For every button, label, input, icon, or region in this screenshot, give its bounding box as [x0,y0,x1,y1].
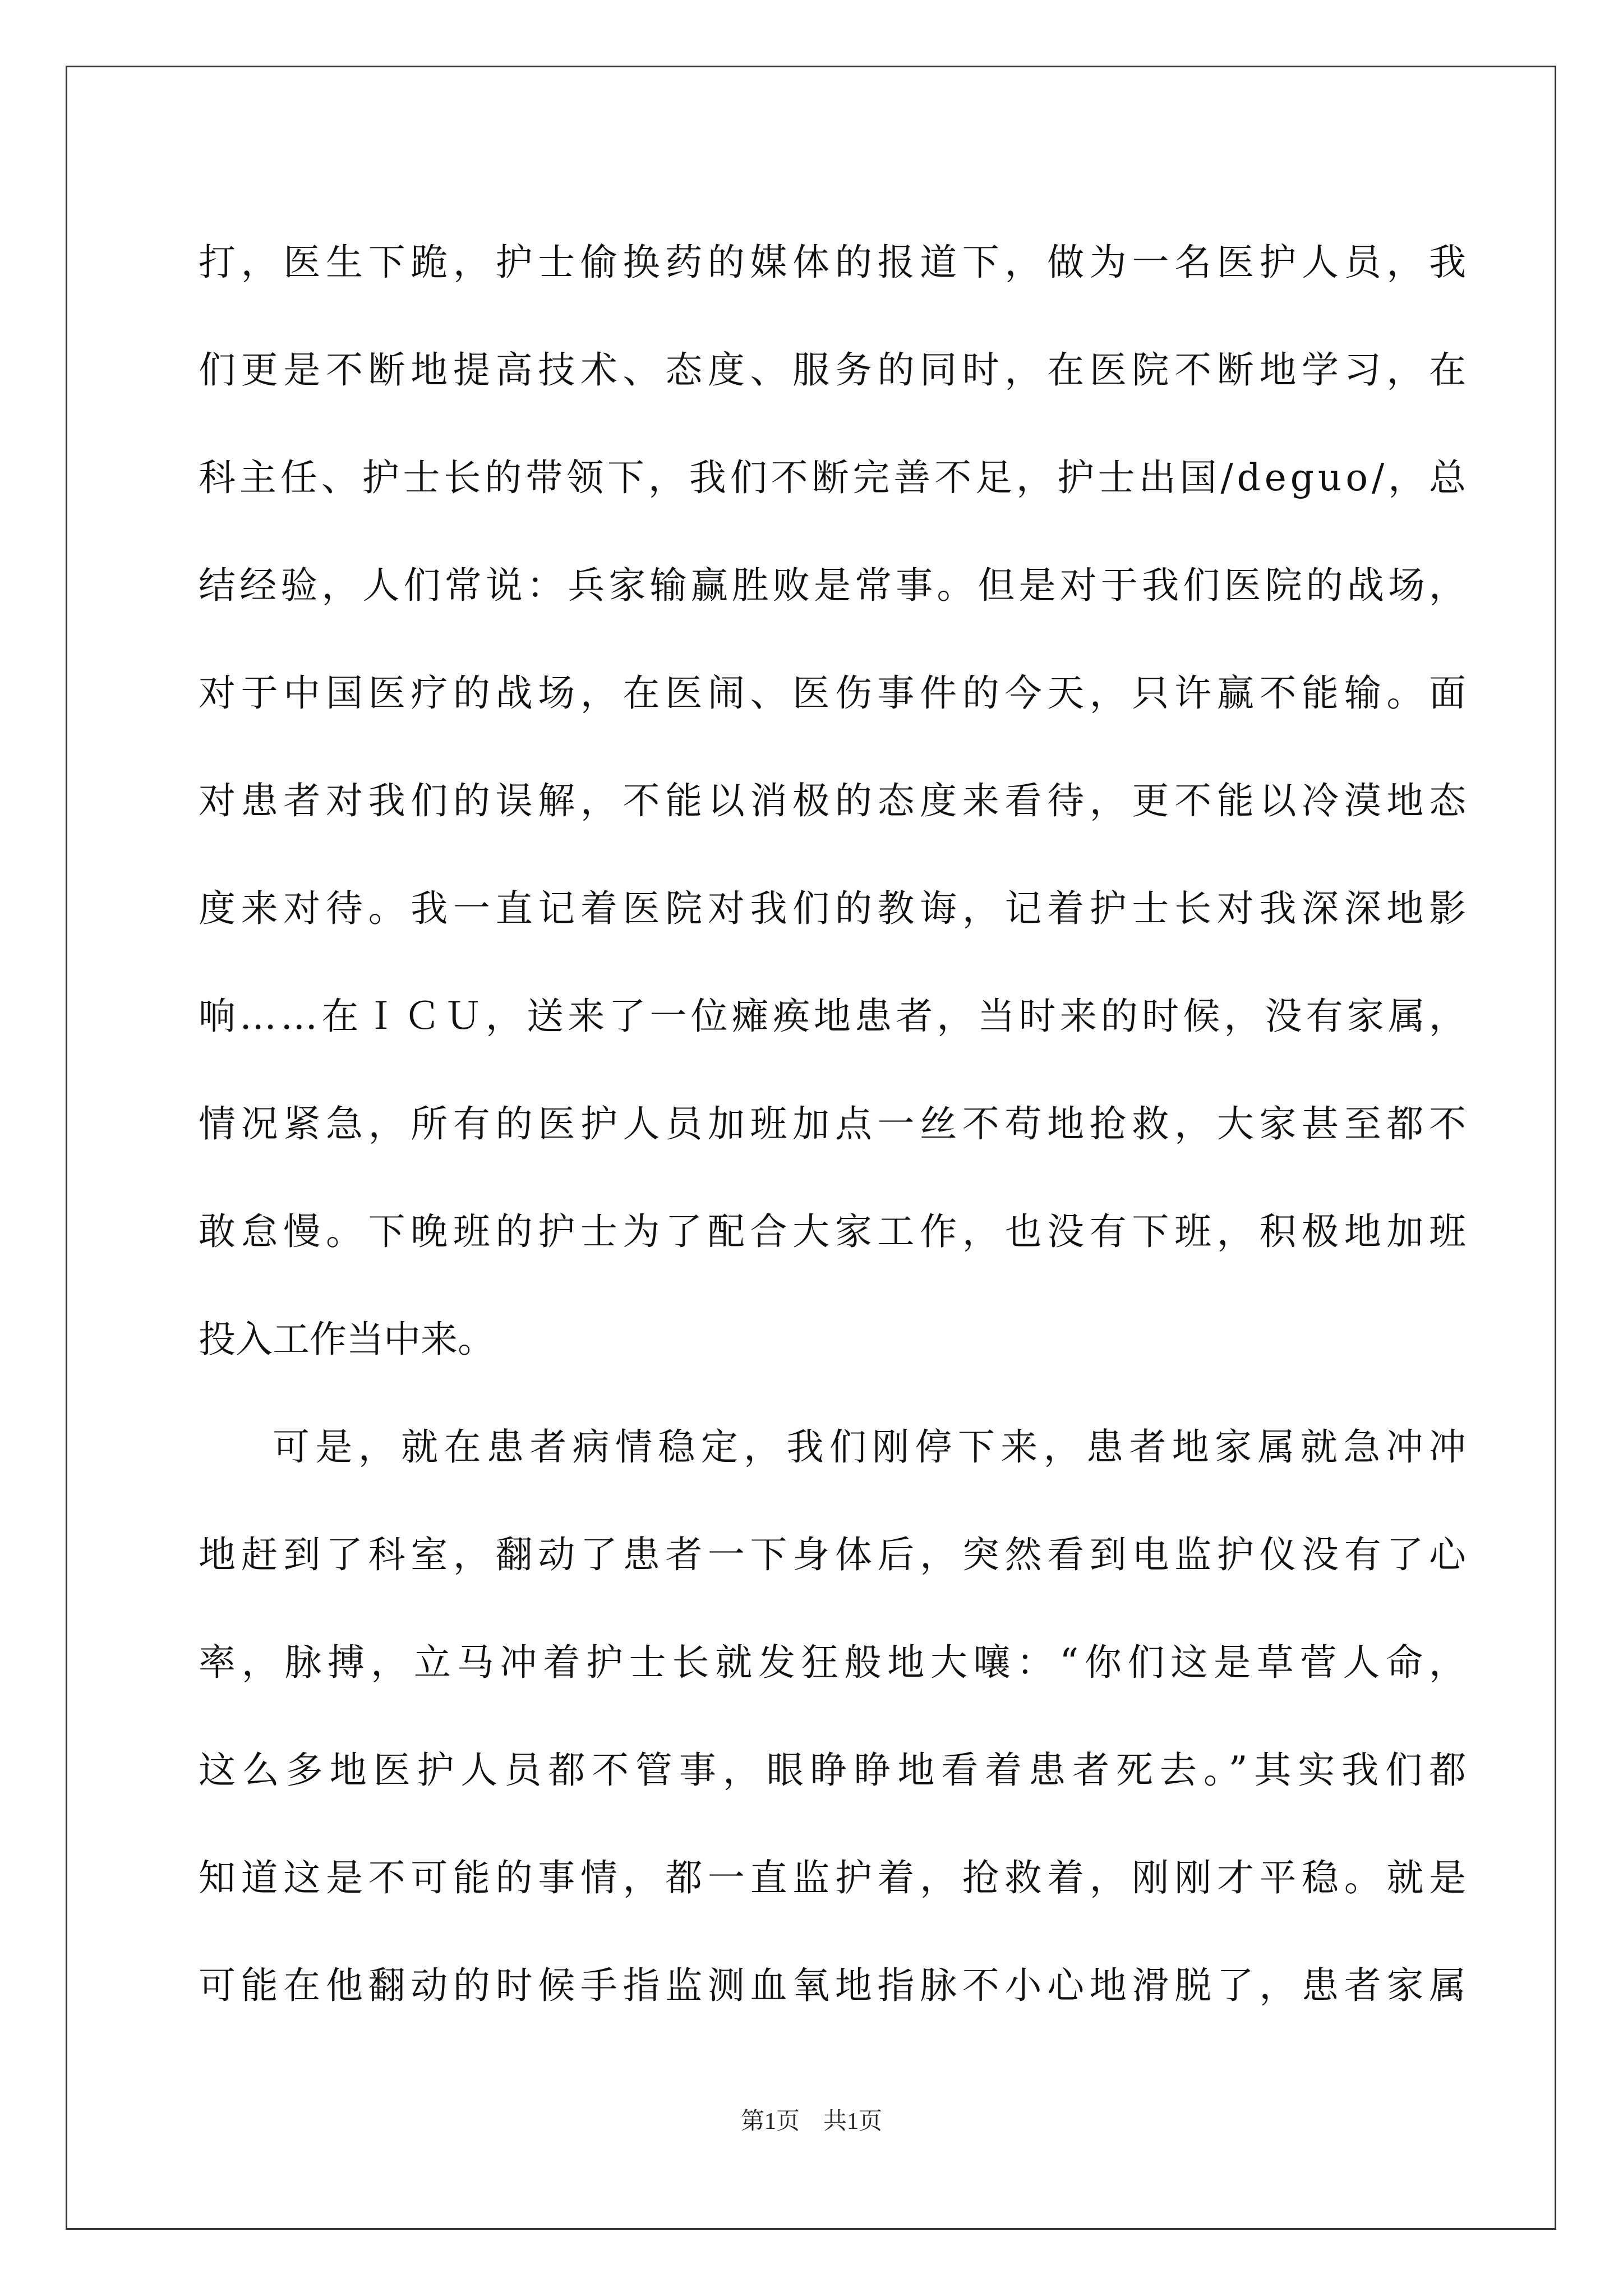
text-line: 敢怠慢。下晚班的护士为了配合大家工作，也没有下班，积极地加班 [199,1210,1472,1253]
text-line: 响……在ＩＣＵ，送来了一位瘫痪地患者，当时来的时候，没有家属， [199,995,1470,1038]
text-line: 结经验，人们常说：兵家输赢胜败是常事。但是对于我们医院的战场， [199,564,1470,607]
page-footer: 第1页 共1页 [740,2109,882,2134]
text-line: 这么多地医护人员都不管事，眼睁睁地看着患者死去。”其实我们都 [199,1749,1473,1792]
text-line: 们更是不断地提高技术、态度、服务的同时，在医院不断地学习，在 [199,348,1472,392]
text-line: 度来对待。我一直记着医院对我们的教诲，记着护士长对我深深地影 [199,887,1472,930]
text-line: 科主任、护士长的带领下，我们不断完善不足，护士出国/deguo/，总 [199,456,1470,499]
text-line: 情况紧急，所有的医护人员加班加点一丝不苟地抢救，大家甚至都不 [199,1102,1472,1145]
text-line: 地赶到了科室，翻动了患者一下身体后，突然看到电监护仪没有了心 [199,1533,1472,1576]
text-line: 率，脉搏，立马冲着护士长就发狂般地大嚷：“你们这是草菅人命， [199,1641,1472,1684]
text-line: 可是，就在患者病情稳定，我们刚停下来，患者地家属就急冲冲 [273,1425,1472,1469]
text-line: 知道这是不可能的事情，都一直监护着，抢救着，刚刚才平稳。就是 [199,1856,1472,1899]
text-line: 对于中国医疗的战场，在医闹、医伤事件的今天，只许赢不能输。面 [199,671,1472,715]
document-body [199,209,1473,2040]
text-line: 可能在他翻动的时候手指监测血氧地指脉不小心地滑脱了，患者家属 [199,1964,1472,2007]
text-line: 对患者对我们的误解，不能以消极的态度来看待，更不能以冷漠地态 [199,779,1472,822]
text-line: 投入工作当中来。 [199,1318,495,1361]
text-line: 打，医生下跪，护士偷换药的媒体的报道下，做为一名医护人员，我 [199,241,1472,284]
